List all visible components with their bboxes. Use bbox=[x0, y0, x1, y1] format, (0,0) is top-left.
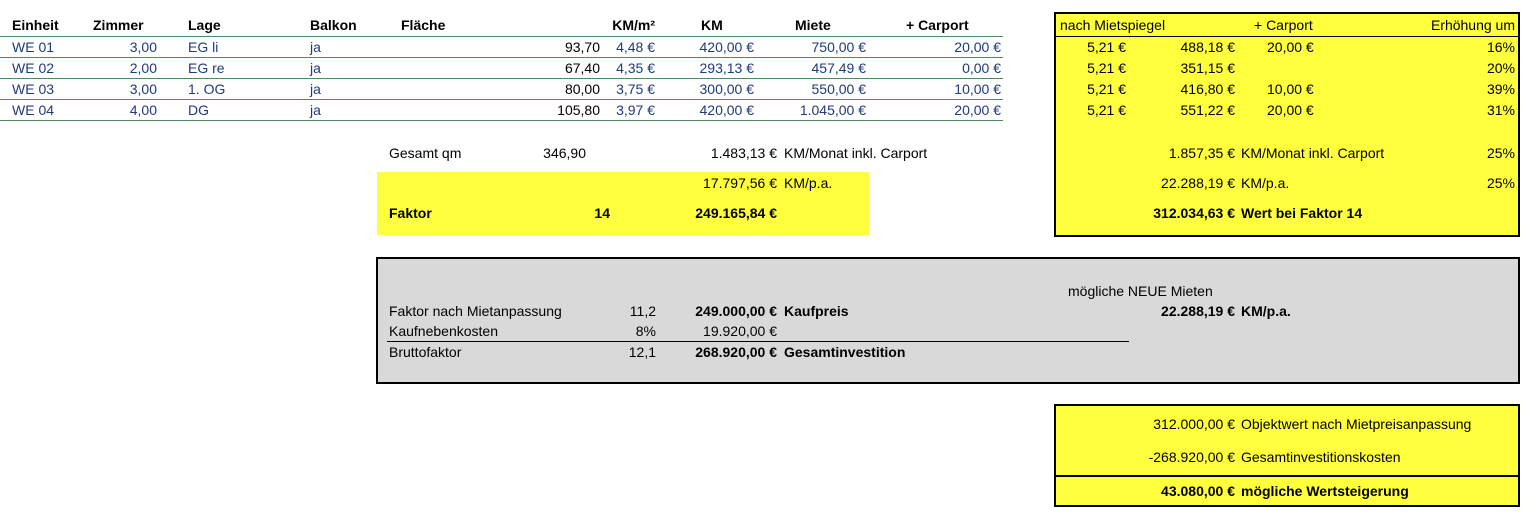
row-divider bbox=[0, 120, 1003, 121]
mietspiegel-pct: 16% bbox=[1486, 39, 1515, 55]
cell-km: 293,13 € bbox=[699, 60, 754, 76]
cell-lage: EG re bbox=[188, 60, 225, 76]
faktor-mietanpassung-value: 11,2 bbox=[629, 303, 656, 319]
mietspiegel-pct: 39% bbox=[1486, 81, 1515, 97]
cell-lage: 1. OG bbox=[188, 81, 226, 97]
gesamtinvestition-value: 268.920,00 € bbox=[695, 344, 777, 360]
mietspiegel-monat-pct: 25% bbox=[1486, 145, 1515, 161]
mietspiegel-pa-pct: 25% bbox=[1486, 175, 1515, 191]
cell-lage: DG bbox=[188, 102, 209, 118]
faktor-mietanpassung-label: Faktor nach Mietanpassung bbox=[389, 303, 562, 319]
header-km: KM bbox=[701, 17, 723, 33]
mietspiegel-pct: 20% bbox=[1486, 60, 1515, 76]
header-flaeche: Fläche bbox=[401, 17, 446, 33]
cell-balkon: ja bbox=[310, 81, 321, 97]
header-carport: + Carport bbox=[906, 17, 969, 33]
header-zimmer: Zimmer bbox=[93, 17, 144, 33]
mietspiegel-pa-value: 22.288,19 € bbox=[1161, 175, 1235, 191]
kaufnebenkosten-value: 19.920,00 € bbox=[703, 323, 777, 339]
cell-balkon: ja bbox=[310, 39, 321, 55]
mietspiegel-amount: 551,22 € bbox=[1180, 102, 1235, 118]
cell-carport: 20,00 € bbox=[954, 39, 1001, 55]
gesamtinvestition-label: Gesamtinvestition bbox=[784, 344, 906, 360]
cell-km-m2: 3,75 € bbox=[616, 81, 655, 97]
mietspiegel-amount: 488,18 € bbox=[1180, 39, 1235, 55]
km-monat-label: KM/Monat inkl. Carport bbox=[784, 145, 928, 161]
cell-zimmer: 4,00 bbox=[129, 102, 157, 118]
mietspiegel-monat-label: KM/Monat inkl. Carport bbox=[1241, 145, 1385, 161]
neue-mieten-label: mögliche NEUE Mieten bbox=[1068, 283, 1213, 299]
cell-flaeche: 67,40 bbox=[564, 60, 600, 76]
km-pa-label: KM/p.a. bbox=[784, 175, 833, 191]
objektwert-value: 312.000,00 € bbox=[1153, 416, 1235, 432]
cell-flaeche: 105,80 bbox=[557, 102, 600, 118]
faktor-value: 14 bbox=[594, 205, 610, 221]
cell-carport: 0,00 € bbox=[962, 60, 1001, 76]
kaufpreis-value: 249.000,00 € bbox=[695, 303, 777, 319]
mietspiegel-carport: 20,00 € bbox=[1267, 102, 1314, 118]
neue-mieten-unit: KM/p.a. bbox=[1241, 303, 1291, 319]
cell-zimmer: 2,00 bbox=[129, 60, 157, 76]
cell-einheit: WE 04 bbox=[12, 102, 55, 118]
cell-zimmer: 3,00 bbox=[129, 81, 157, 97]
header-einheit: Einheit bbox=[12, 17, 59, 33]
mietspiegel-wert-label: Wert bei Faktor 14 bbox=[1241, 205, 1363, 221]
wertsteigerung-label: mögliche Wertsteigerung bbox=[1241, 483, 1409, 499]
cell-carport: 10,00 € bbox=[954, 81, 1001, 97]
mietspiegel-amount: 351,15 € bbox=[1180, 60, 1235, 76]
mietspiegel-rate: 5,21 € bbox=[1087, 81, 1126, 97]
investitionskosten-value: -268.920,00 € bbox=[1148, 449, 1235, 465]
mietspiegel-monat-value: 1.857,35 € bbox=[1168, 145, 1235, 161]
cell-miete: 750,00 € bbox=[811, 39, 866, 55]
cell-miete: 457,49 € bbox=[811, 60, 866, 76]
mietspiegel-carport: 10,00 € bbox=[1267, 81, 1314, 97]
cell-carport: 20,00 € bbox=[954, 102, 1001, 118]
investitionskosten-label: Gesamtinvestitionskosten bbox=[1241, 449, 1401, 465]
cell-einheit: WE 01 bbox=[12, 39, 55, 55]
cell-lage: EG li bbox=[188, 39, 219, 55]
cell-km: 420,00 € bbox=[699, 102, 754, 118]
mietspiegel-wert-value: 312.034,63 € bbox=[1153, 205, 1235, 221]
cell-flaeche: 93,70 bbox=[564, 39, 600, 55]
cell-km-m2: 4,35 € bbox=[616, 60, 655, 76]
neue-mieten-value: 22.288,19 € bbox=[1161, 303, 1235, 319]
cell-miete: 550,00 € bbox=[811, 81, 866, 97]
faktor-result: 249.165,84 € bbox=[695, 205, 777, 221]
kaufnebenkosten-pct: 8% bbox=[635, 323, 656, 339]
mietspiegel-carport: 20,00 € bbox=[1267, 39, 1314, 55]
cell-einheit: WE 03 bbox=[12, 81, 55, 97]
mietspiegel-rate: 5,21 € bbox=[1087, 102, 1126, 118]
kaufnebenkosten-label: Kaufnebenkosten bbox=[389, 323, 498, 339]
kaufpreis-label: Kaufpreis bbox=[784, 303, 849, 319]
cell-flaeche: 80,00 bbox=[564, 81, 600, 97]
header-km-m2: KM/m² bbox=[612, 17, 655, 33]
mietspiegel-amount: 416,80 € bbox=[1180, 81, 1235, 97]
mietspiegel-carport-header: + Carport bbox=[1254, 17, 1313, 33]
cell-km: 420,00 € bbox=[699, 39, 754, 55]
bruttofaktor-value: 12,1 bbox=[628, 344, 656, 360]
cell-balkon: ja bbox=[310, 102, 321, 118]
km-monat-value: 1.483,13 € bbox=[710, 145, 777, 161]
cell-km-m2: 3,97 € bbox=[616, 102, 655, 118]
gesamt-qm-label: Gesamt qm bbox=[389, 145, 462, 161]
cell-einheit: WE 02 bbox=[12, 60, 55, 76]
erhoehung-header: Erhöhung um bbox=[1430, 17, 1515, 33]
mietspiegel-pct: 31% bbox=[1486, 102, 1515, 118]
header-balkon: Balkon bbox=[310, 17, 357, 33]
gesamt-qm-value: 346,90 bbox=[543, 145, 586, 161]
km-pa-value: 17.797,56 € bbox=[703, 175, 777, 191]
faktor-label: Faktor bbox=[389, 205, 432, 221]
cell-km-m2: 4,48 € bbox=[616, 39, 655, 55]
result-divider bbox=[1056, 475, 1518, 477]
mietspiegel-pa-label: KM/p.a. bbox=[1241, 175, 1290, 191]
bruttofaktor-label: Bruttofaktor bbox=[389, 344, 462, 360]
cell-km: 300,00 € bbox=[699, 81, 754, 97]
wertsteigerung-value: 43.080,00 € bbox=[1161, 483, 1235, 499]
header-lage: Lage bbox=[188, 17, 221, 33]
mietspiegel-rate: 5,21 € bbox=[1087, 39, 1126, 55]
header-miete: Miete bbox=[795, 17, 831, 33]
cell-zimmer: 3,00 bbox=[129, 39, 157, 55]
objektwert-label: Objektwert nach Mietpreisanpassung bbox=[1241, 416, 1472, 432]
mietspiegel-rate: 5,21 € bbox=[1087, 60, 1126, 76]
cell-balkon: ja bbox=[310, 60, 321, 76]
cell-miete: 1.045,00 € bbox=[799, 102, 866, 118]
mietspiegel-header: nach Mietspiegel bbox=[1060, 17, 1166, 33]
